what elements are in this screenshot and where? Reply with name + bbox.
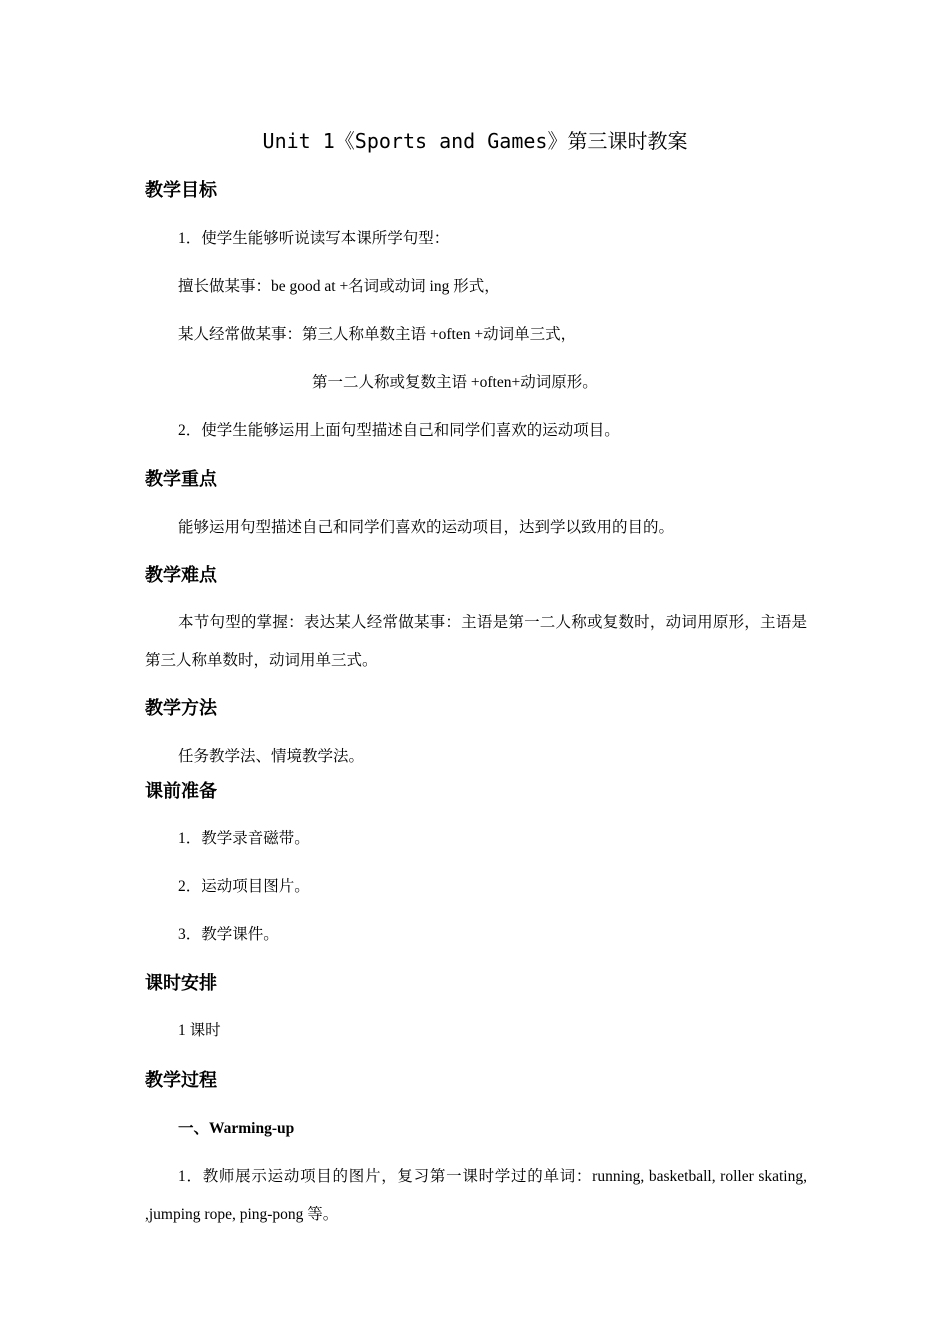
process-item-1: 1．教师展示运动项目的图片，复习第一课时学过的单词：running, basketball, roller skating, ,jumping rope, ping-pong 等。 <box>145 1168 807 1223</box>
process-subheading-warming-up: 一、Warming-up <box>178 1120 295 1137</box>
preparation-item-1: 1．教学录音磁带。 <box>178 830 310 847</box>
heading-difficulties: 教学难点 <box>145 565 217 586</box>
methods-text: 任务教学法、情境教学法。 <box>178 748 365 765</box>
heading-key-points: 教学重点 <box>145 469 217 490</box>
goals-item-1: 1．使学生能够听说读写本课所学句型： <box>178 230 450 247</box>
preparation-item-3: 3．教学课件。 <box>178 926 279 943</box>
goals-pattern-1: 擅长做某事：be good at +名词或动词 ing 形式， <box>178 278 500 295</box>
goals-pattern-2: 某人经常做某事：第三人称单数主语 +often +动词单三式， <box>178 326 577 343</box>
heading-preparation: 课前准备 <box>145 781 217 802</box>
goals-item-2: 2．使学生能够运用上面句型描述自己和同学们喜欢的运动项目。 <box>178 422 620 439</box>
heading-schedule: 课时安排 <box>145 973 217 994</box>
goals-pattern-3: 第一二人称或复数主语 +often+动词原形。 <box>312 374 598 391</box>
key-points-text: 能够运用句型描述自己和同学们喜欢的运动项目，达到学以致用的目的。 <box>178 519 675 536</box>
document-title: Unit 1《Sports and Games》第三课时教案 <box>262 129 688 153</box>
heading-goals: 教学目标 <box>145 180 217 201</box>
preparation-item-2: 2．运动项目图片。 <box>178 878 310 895</box>
schedule-text: 1 课时 <box>178 1022 221 1039</box>
difficulties-text: 本节句型的掌握：表达某人经常做某事：主语是第一二人称或复数时，动词用原形，主语是第三人称单数时，动词用单三式。 <box>145 614 807 669</box>
heading-methods: 教学方法 <box>145 698 217 719</box>
heading-process: 教学过程 <box>145 1070 217 1091</box>
